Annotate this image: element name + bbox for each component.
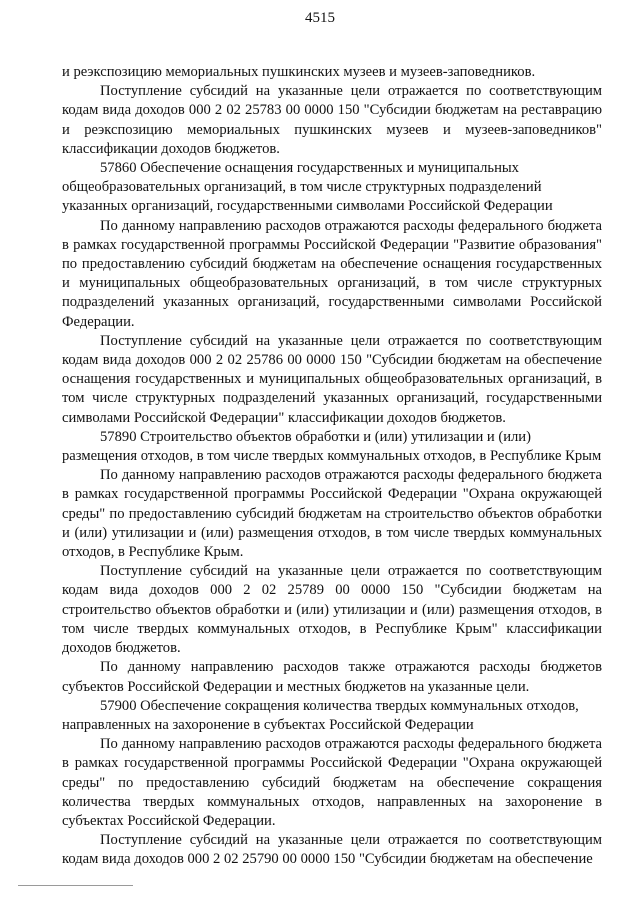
- section-heading-57860: 57860 Обеспечение оснащения государственных и муниципальных общеобразовательных организаций, в том числе структурных подразделений указанных организаций, государственными символами Российской Федерации: [62, 160, 553, 215]
- paragraph: По данному направлению расходов отражаются расходы федерального бюджета в рамках государственной программы Российской Федерации "Охрана окружающей среды" по предоставлению субсидий бюджетам на обеспечение сокращения количества твердых коммунальных отходов, направленных на захоронение в субъектах Российской Федерации.: [62, 736, 602, 829]
- document-body: [62, 63, 602, 870]
- page-number: 4515: [305, 10, 335, 26]
- paragraph: По данному направлению расходов отражаются расходы федерального бюджета в рамках государственной программы Российской Федерации "Развитие образования" по предоставлению субсидий бюджетам на обеспечение оснащения государственных и муниципальных общеобразовательных организаций, в том числе структурных подразделений указанных организаций, государственными символами Российской Федерации.: [62, 217, 602, 330]
- paragraph: Поступление субсидий на указанные цели отражается по соответствующим кодам вида доходов 000 2 02 25786 00 0000 150 "Субсидии бюджетам на обеспечение оснащения государственных и муниципальных общеобразовательных организаций, в том числе структурных подразделений указанных организаций, государственными символами Российской Федерации" классификации доходов бюджетов.: [62, 332, 602, 426]
- section-heading-57900: 57900 Обеспечение сокращения количества твердых коммунальных отходов, направленных на захоронение в субъектах Российской Федерации: [62, 697, 579, 733]
- paragraph: Поступление субсидий на указанные цели отражается по соответствующим кодам вида доходов 000 2 02 25789 00 0000 150 "Субсидии бюджетам на строительство объектов обработки и (или) утилизации и (или) размещения отходов, в том числе твердых коммунальных отходов, в Республике Крым" классификации доходов бюджетов.: [62, 563, 602, 657]
- section-heading-57890: 57890 Строительство объектов обработки и (или) утилизации и (или) размещения отходов, в том числе твердых коммунальных отходов, в Республике Крым: [62, 428, 602, 465]
- paragraph: Поступление субсидий на указанные цели отражается по соответствующим кодам вида доходов 000 2 02 25783 00 0000 150 "Субсидии бюджетам на реставрацию и реэкспозицию мемориальных пушкинских музеев и музеев-заповедников" классификации доходов бюджетов.: [62, 83, 602, 157]
- paragraph: По данному направлению расходов также отражаются расходы бюджетов субъектов Российской Федерации и местных бюджетов на указанные цели.: [62, 659, 602, 695]
- footer-divider: [18, 885, 133, 886]
- paragraph: По данному направлению расходов отражаются расходы федерального бюджета в рамках государственной программы Российской Федерации "Охрана окружающей среды" по предоставлению субсидий бюджетам на строительство объектов обработки и (или) утилизации и (или) размещения отходов, в том числе твердых коммунальных отходов, в Республике Крым.: [62, 467, 602, 561]
- paragraph: Поступление субсидий на указанные цели отражается по соответствующим кодам вида доходов 000 2 02 25790 00 0000 150 "Субсидии бюджетам на обеспечение: [62, 832, 602, 868]
- paragraph-continuation: и реэкспозицию мемориальных пушкинских музеев и музеев-заповедников.: [62, 64, 536, 80]
